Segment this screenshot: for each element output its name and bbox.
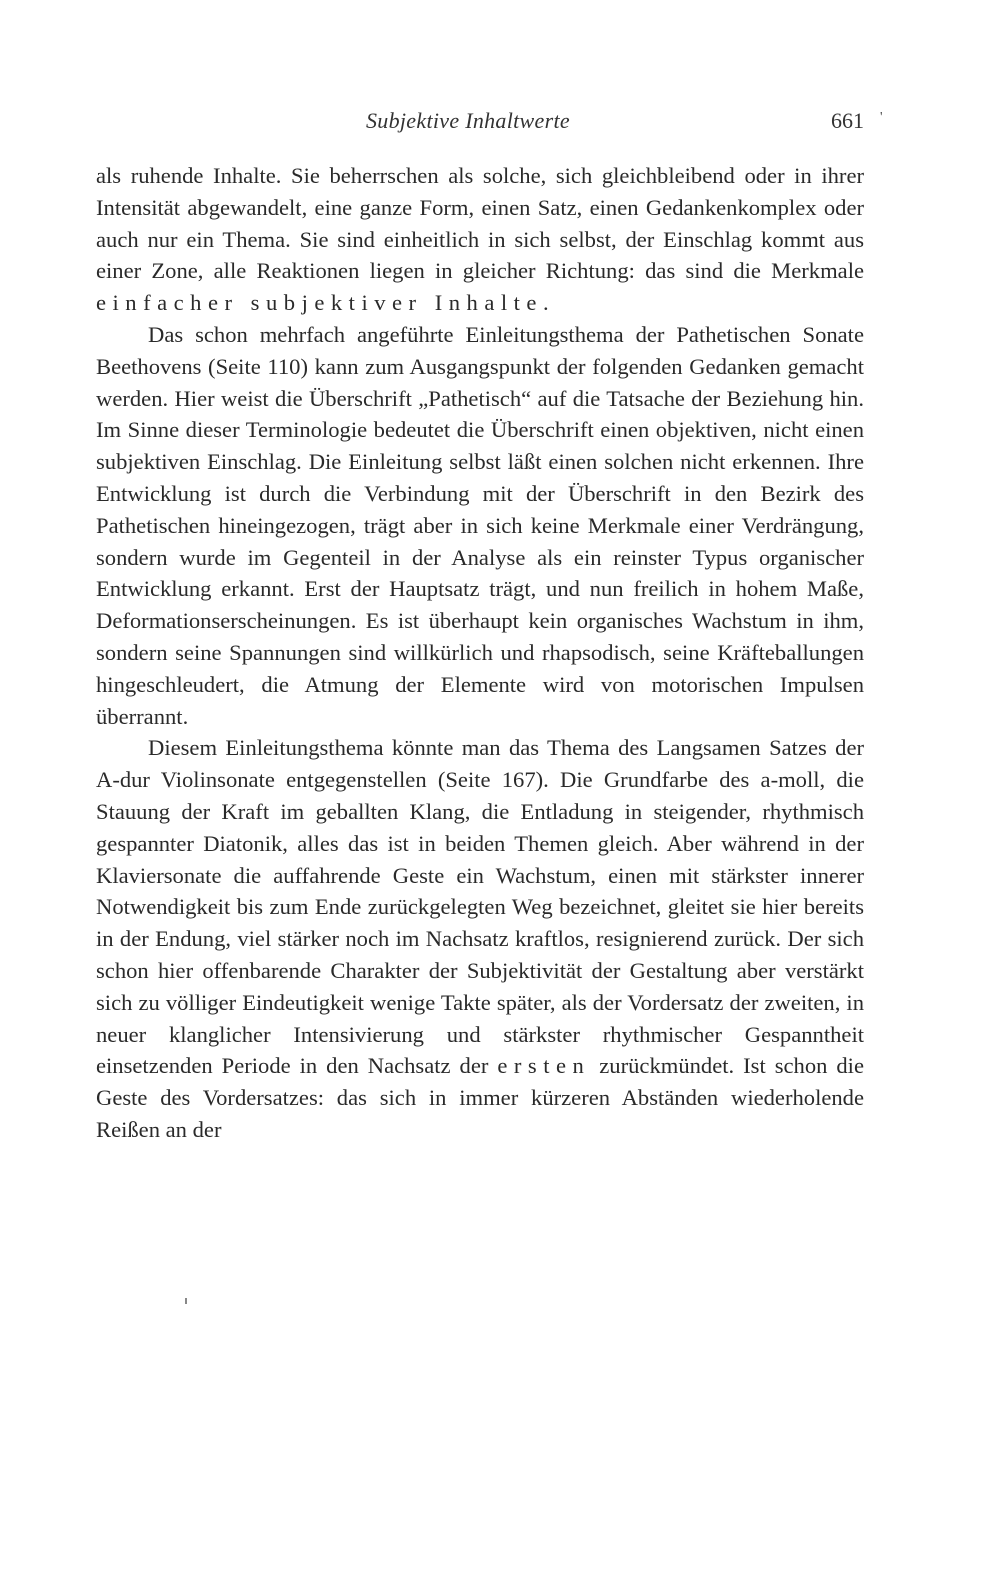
paragraph-2: Das schon mehrfach angeführte Einleitungsthema der Pathetischen Sonate Beethovens (Seite 110) kann zum Ausgangspunkt der folgenden Gedanken gemacht werden. Hier weist die Überschrift „Pathetisch“ auf die Tatsache der Beziehung hin. Im Sinne dieser Terminologie bedeutet die Überschrift einen objektiven, nicht einen subjektiven Einschlag. Die Einleitung selbst läßt einen solchen nicht erkennen. Ihre Entwicklung ist durch die Verbindung mit der Überschrift in den Bezirk des Pathetischen hineingezogen, trägt aber in sich keine Merkmale einer Verdrängung, sondern wurde im Gegenteil in der Analyse als ein reinster Typus organischer Entwicklung erkannt. Erst der Hauptsatz trägt, und nun freilich in hohem Maße, Deformationserscheinungen. Es ist überhaupt kein organisches Wachstum in ihm, sondern seine Spannungen sind willkürlich und rhapsodisch, seine Kräfteballungen hingeschleudert, die Atmung der Elemente wird von motorischen Impulsen überrannt.: [96, 321, 864, 729]
body-text: [96, 160, 864, 1146]
paragraph-3: [96, 732, 864, 1145]
page-number: 661: [831, 108, 864, 133]
paragraph-3-end: zurückmündet. Ist schon die Geste des Vordersatzes: das sich in immer kürzeren Abständen wiederholende Reißen an der: [96, 1053, 864, 1142]
spaced-emphasis: ersten: [497, 1053, 591, 1079]
margin-mark: ': [880, 110, 883, 125]
running-title: Subjektive Inhaltwerte: [366, 108, 570, 133]
paragraph-3-text: Diesem Einleitungsthema könnte man das Thema des Langsamen Satzes der A-dur Violinsonate entgegenstellen (Seite 167). Die Grundfarbe des a-moll, die Stauung der Kraft im geballten Klang, die Entladung in steigender, rhythmisch gespannter Diatonik, alles das ist in beiden Themen gleich. Aber während in der Klaviersonate die auffahrende Geste ein Wachstum, einen mit stärkster innerer Notwendigkeit bis zum Ende zurückgelegten Weg bezeichnet, gleitet sie hier bereits in der Endung, viel stärker noch im Nachsatz kraftlos, resignierend zurück. Der sich schon hier offenbarende Charakter der Subjektivität der Gestaltung aber verstärkt sich zu völliger Eindeutigkeit wenige Takte später, als der Vordersatz der zweiten, in neuer klanglicher Intensivierung und stärkster rhythmischer Gespanntheit einsetzenden Periode in den Nachsatz der: [96, 735, 864, 1079]
paragraph-1: [96, 160, 864, 319]
paragraph-1-text: als ruhende Inhalte. Sie beherrschen als solche, sich gleichbleibend oder in ihrer Intensität abgewandelt, eine ganze Form, einen Satz, einen Gedankenkomplex oder auch nur ein Thema. Sie sind einheitlich in sich selbst, der Einschlag kommt aus einer Zone, alle Reaktionen liegen in gleicher Richtung: das sind die Merkmale: [96, 163, 864, 284]
scan-speck: [185, 1298, 187, 1304]
paragraph-1-end: .: [542, 290, 549, 316]
spaced-emphasis: einfacher subjektiver Inhalte: [96, 290, 543, 316]
running-head: [96, 108, 864, 142]
